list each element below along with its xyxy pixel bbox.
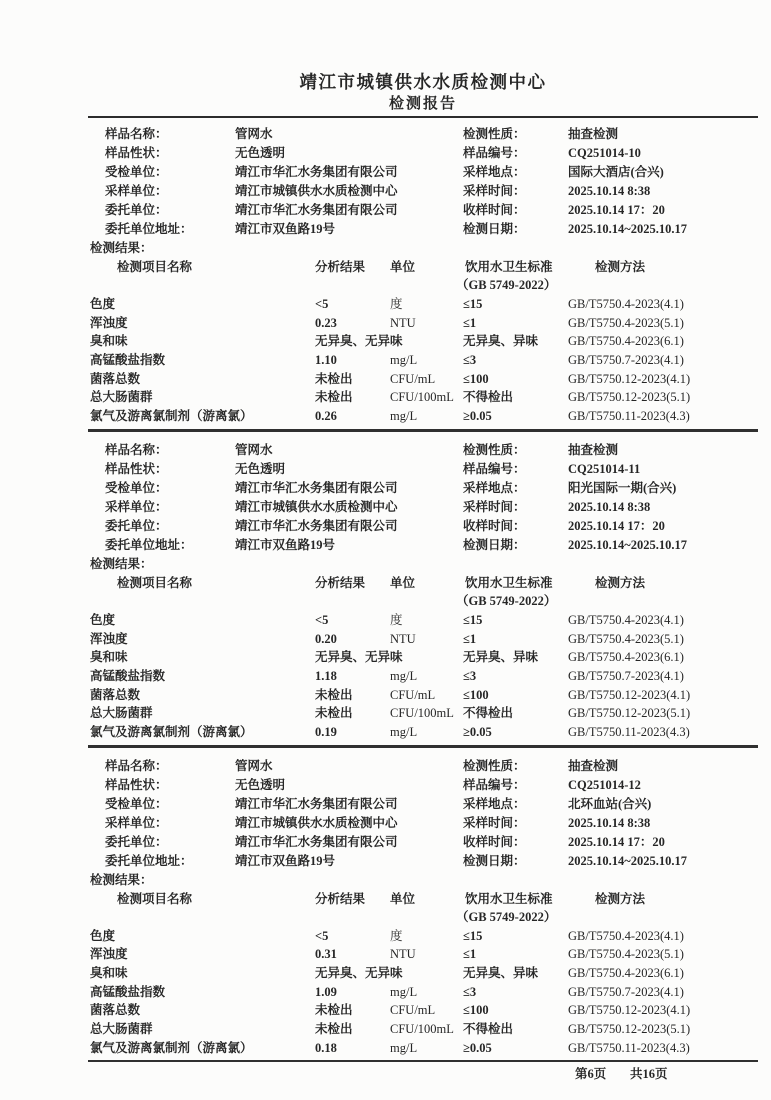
info-value: 靖江市华汇水务集团有限公司 <box>235 796 398 811</box>
info-label: 采样时间： <box>463 184 526 198</box>
info-row <box>88 163 758 182</box>
info-label: 检测性质： <box>463 758 526 773</box>
cell-parameter: 菌落总数 <box>90 371 141 386</box>
cell-standard: ≤15 <box>463 612 483 627</box>
cell-standard: ≤3 <box>463 353 477 368</box>
table-row <box>88 295 758 314</box>
info-label: 收样时间： <box>463 834 526 849</box>
info-value: 靖江市城镇供水水质检测中心 <box>235 815 398 830</box>
cell-standard: 不得检出 <box>463 390 514 405</box>
info-label: 受检单位： <box>105 480 168 495</box>
cell-standard: ≤15 <box>463 928 483 943</box>
info-row <box>88 795 758 814</box>
info-value: 阳光国际一期(合兴) <box>568 480 677 495</box>
info-label: 样品名称： <box>105 442 168 457</box>
info-row <box>88 182 758 201</box>
cell-result: 0.19 <box>315 724 337 739</box>
cell-method: GB/T5750.7-2023(4.1) <box>568 353 684 368</box>
cell-result: 0.18 <box>315 1040 337 1055</box>
report-content <box>88 0 758 1084</box>
info-label: 样品名称： <box>105 127 168 141</box>
table-row <box>88 1039 758 1058</box>
report-title: 检测报告 <box>388 96 457 112</box>
cell-unit: mg/L <box>390 353 418 368</box>
column-header-parameter: 检测项目名称 <box>117 575 193 590</box>
info-row <box>88 201 758 220</box>
info-value: 靖江市双鱼路19号 <box>235 537 336 552</box>
cell-result: 1.10 <box>315 353 337 368</box>
cell-unit: CFU/mL <box>390 687 436 702</box>
cell-standard: ≥0.05 <box>463 1040 492 1055</box>
info-value: CQ251014-10 <box>568 146 641 160</box>
cell-method: GB/T5750.4-2023(5.1) <box>568 947 684 962</box>
cell-method: GB/T5750.7-2023(4.1) <box>568 668 684 683</box>
cell-method: GB/T5750.12-2023(4.1) <box>568 371 691 386</box>
column-header-standard <box>456 258 556 294</box>
column-header-unit: 单位 <box>390 575 416 590</box>
cell-standard: 无异臭、异味 <box>463 334 539 349</box>
table-row <box>88 667 758 686</box>
info-row <box>88 757 758 776</box>
cell-parameter: 菌落总数 <box>90 1003 141 1018</box>
cell-unit: 度 <box>390 928 403 943</box>
column-header-standard <box>456 574 556 610</box>
column-header-unit: 单位 <box>390 260 416 274</box>
table-row <box>88 723 758 742</box>
cell-parameter: 臭和味 <box>90 650 128 665</box>
cell-standard: 不得检出 <box>463 1022 514 1037</box>
cell-parameter: 氯气及游离氯制剂（游离氯） <box>90 1040 253 1055</box>
cell-unit: 度 <box>390 612 403 627</box>
info-label: 样品编号： <box>463 461 526 476</box>
cell-parameter: 色度 <box>90 928 116 943</box>
standard-subtitle: （GB 5749-2022） <box>456 909 557 924</box>
info-label: 样品性状： <box>105 777 168 792</box>
sample-section-3 <box>88 750 758 1058</box>
cell-standard: 无异臭、异味 <box>463 966 539 980</box>
info-label: 样品性状： <box>105 146 168 160</box>
info-row <box>88 479 758 498</box>
column-header-result: 分析结果 <box>315 891 366 906</box>
info-label: 采样单位： <box>105 815 168 830</box>
cell-result: 未检出 <box>315 1003 353 1018</box>
cell-unit: mg/L <box>390 984 418 999</box>
info-label: 受检单位： <box>105 796 168 811</box>
info-value: 北环血站(合兴) <box>568 796 652 811</box>
cell-unit: mg/L <box>390 409 418 424</box>
info-row <box>88 144 758 163</box>
cell-result: 无异臭、无异味 <box>315 966 403 980</box>
column-header-method: 检测方法 <box>595 260 646 274</box>
cell-parameter: 氯气及游离氯制剂（游离氯） <box>90 409 253 424</box>
info-label: 采样地点： <box>463 165 526 179</box>
info-label: 收样时间： <box>463 203 526 217</box>
info-row <box>88 220 758 239</box>
info-label: 采样时间： <box>463 499 526 514</box>
table-row <box>88 351 758 370</box>
cell-standard: ≤100 <box>463 1003 489 1018</box>
info-value: 2025.10.14 17：20 <box>568 834 665 849</box>
cell-result: 0.23 <box>315 315 337 330</box>
info-value: 无色透明 <box>235 777 286 792</box>
cell-standard: ≤15 <box>463 297 483 311</box>
table-row <box>88 686 758 705</box>
info-value: 靖江市华汇水务集团有限公司 <box>235 518 398 533</box>
cell-unit: CFU/mL <box>390 371 436 386</box>
section-divider <box>88 429 758 432</box>
info-value: 无色透明 <box>235 146 286 160</box>
cell-result: <5 <box>315 612 329 627</box>
cell-result: 0.31 <box>315 947 337 962</box>
info-row <box>88 833 758 852</box>
info-value: 靖江市华汇水务集团有限公司 <box>235 480 398 495</box>
cell-result: 未检出 <box>315 1022 353 1037</box>
info-label: 采样单位： <box>105 184 168 198</box>
cell-result: 1.18 <box>315 668 337 683</box>
section-divider <box>88 745 758 748</box>
info-value: 2025.10.14~2025.10.17 <box>568 222 688 236</box>
info-value: CQ251014-12 <box>568 777 641 792</box>
cell-unit: CFU/100mL <box>390 390 454 405</box>
column-header-parameter: 检测项目名称 <box>117 891 193 906</box>
cell-parameter: 高锰酸盐指数 <box>90 984 166 999</box>
info-value: 2025.10.14~2025.10.17 <box>568 853 688 868</box>
table-header-row <box>88 258 758 295</box>
table-row <box>88 1020 758 1039</box>
cell-method: GB/T5750.4-2023(6.1) <box>568 966 684 980</box>
info-label: 样品编号： <box>463 146 526 160</box>
cell-unit: mg/L <box>390 668 418 683</box>
info-value: 靖江市双鱼路19号 <box>235 853 336 868</box>
results-heading: 检测结果： <box>90 872 153 887</box>
info-label: 检测日期： <box>463 222 526 236</box>
info-label: 委托单位地址： <box>105 222 193 236</box>
info-value: 抽查检测 <box>568 758 619 773</box>
table-header-row <box>88 890 758 927</box>
info-value: 2025.10.14~2025.10.17 <box>568 537 688 552</box>
info-label: 委托单位： <box>105 518 168 533</box>
cell-method: GB/T5750.4-2023(6.1) <box>568 650 684 665</box>
info-label: 检测性质： <box>463 442 526 457</box>
standard-subtitle: （GB 5749-2022） <box>456 278 557 292</box>
info-value: 管网水 <box>235 758 273 773</box>
cell-parameter: 菌落总数 <box>90 687 141 702</box>
cell-method: GB/T5750.4-2023(4.1) <box>568 928 684 943</box>
cell-method: GB/T5750.12-2023(4.1) <box>568 687 691 702</box>
cell-parameter: 色度 <box>90 297 116 311</box>
cell-standard: ≥0.05 <box>463 724 492 739</box>
info-label: 收样时间： <box>463 518 526 533</box>
table-row <box>88 314 758 333</box>
cell-unit: CFU/100mL <box>390 706 454 721</box>
cell-method: GB/T5750.4-2023(4.1) <box>568 612 684 627</box>
info-row <box>88 776 758 795</box>
cell-unit: NTU <box>390 315 416 330</box>
page-footer <box>88 1062 758 1084</box>
cell-result: <5 <box>315 928 329 943</box>
cell-unit: mg/L <box>390 724 418 739</box>
cell-unit: mg/L <box>390 1040 418 1055</box>
info-value: 2025.10.14 8:38 <box>568 184 651 198</box>
cell-standard: 不得检出 <box>463 706 514 721</box>
results-heading: 检测结果： <box>90 241 153 255</box>
cell-method: GB/T5750.11-2023(4.3) <box>568 724 690 739</box>
info-value: 管网水 <box>235 127 273 141</box>
cell-standard: ≥0.05 <box>463 409 492 424</box>
table-header-row <box>88 574 758 611</box>
cell-parameter: 总大肠菌群 <box>90 1022 153 1037</box>
info-label: 采样单位： <box>105 499 168 514</box>
info-label: 委托单位地址： <box>105 853 193 868</box>
info-label: 委托单位： <box>105 203 168 217</box>
info-label: 采样地点： <box>463 480 526 495</box>
info-row <box>88 460 758 479</box>
cell-parameter: 高锰酸盐指数 <box>90 353 166 368</box>
cell-method: GB/T5750.12-2023(4.1) <box>568 1003 691 1018</box>
cell-result: 1.09 <box>315 984 337 999</box>
table-row <box>88 611 758 630</box>
column-header-result: 分析结果 <box>315 575 366 590</box>
cell-method: GB/T5750.4-2023(6.1) <box>568 334 684 349</box>
cell-standard: ≤3 <box>463 668 477 683</box>
info-label: 委托单位地址： <box>105 537 193 552</box>
cell-method: GB/T5750.12-2023(5.1) <box>568 706 691 721</box>
sample-section-1 <box>88 118 758 426</box>
table-row <box>88 945 758 964</box>
info-label: 样品编号： <box>463 777 526 792</box>
cell-method: GB/T5750.4-2023(4.1) <box>568 297 684 311</box>
cell-parameter: 氯气及游离氯制剂（游离氯） <box>90 724 253 739</box>
cell-result: 无异臭、无异味 <box>315 334 403 349</box>
cell-method: GB/T5750.4-2023(5.1) <box>568 631 684 646</box>
cell-standard: ≤1 <box>463 947 477 962</box>
cell-parameter: 总大肠菌群 <box>90 706 153 721</box>
info-label: 委托单位： <box>105 834 168 849</box>
info-label: 采样时间： <box>463 815 526 830</box>
cell-parameter: 浑浊度 <box>90 631 128 646</box>
table-row <box>88 964 758 983</box>
cell-parameter: 浑浊度 <box>90 315 128 330</box>
info-value: 抽查检测 <box>568 127 619 141</box>
results-heading: 检测结果： <box>90 556 153 571</box>
cell-standard: ≤1 <box>463 631 477 646</box>
table-row <box>88 332 758 351</box>
cell-standard: ≤100 <box>463 687 489 702</box>
column-header-standard <box>456 890 556 926</box>
standard-title: 饮用水卫生标准 <box>465 891 553 906</box>
total-pages: 共16页 <box>630 1067 668 1082</box>
info-value: 靖江市城镇供水水质检测中心 <box>235 499 398 514</box>
info-label: 受检单位： <box>105 165 168 179</box>
table-row <box>88 407 758 426</box>
standard-subtitle: （GB 5749-2022） <box>456 593 557 608</box>
info-label: 检测日期： <box>463 853 526 868</box>
cell-unit: NTU <box>390 947 416 962</box>
organization-title: 靖江市城镇供水水质检测中心 <box>299 72 547 92</box>
info-value: 2025.10.14 8:38 <box>568 499 651 514</box>
info-label: 样品名称： <box>105 758 168 773</box>
table-row <box>88 630 758 649</box>
info-row <box>88 814 758 833</box>
table-row <box>88 370 758 389</box>
table-row <box>88 388 758 407</box>
info-value: 靖江市双鱼路19号 <box>235 222 336 236</box>
info-row <box>88 517 758 536</box>
cell-parameter: 总大肠菌群 <box>90 390 153 405</box>
cell-result: <5 <box>315 297 329 311</box>
info-value: 靖江市华汇水务集团有限公司 <box>235 165 398 179</box>
info-value: 靖江市华汇水务集团有限公司 <box>235 203 398 217</box>
column-header-method: 检测方法 <box>595 575 646 590</box>
column-header-unit: 单位 <box>390 891 416 906</box>
info-label: 采样地点： <box>463 796 526 811</box>
info-label: 样品性状： <box>105 461 168 476</box>
cell-standard: ≤3 <box>463 984 477 999</box>
info-label: 检测日期： <box>463 537 526 552</box>
info-value: 抽查检测 <box>568 442 619 457</box>
cell-unit: NTU <box>390 631 416 646</box>
cell-result: 0.20 <box>315 631 337 646</box>
table-row <box>88 927 758 946</box>
cell-unit: CFU/mL <box>390 1003 436 1018</box>
info-value: 2025.10.14 8:38 <box>568 815 651 830</box>
standard-title: 饮用水卫生标准 <box>465 575 553 590</box>
table-row <box>88 1001 758 1020</box>
table-row <box>88 648 758 667</box>
table-row <box>88 983 758 1002</box>
info-value: 靖江市城镇供水水质检测中心 <box>235 184 398 198</box>
column-header-result: 分析结果 <box>315 260 366 274</box>
cell-result: 未检出 <box>315 687 353 702</box>
info-row <box>88 498 758 517</box>
cell-parameter: 浑浊度 <box>90 947 128 962</box>
sample-section-2 <box>88 434 758 742</box>
cell-standard: 无异臭、异味 <box>463 650 539 665</box>
cell-method: GB/T5750.12-2023(5.1) <box>568 1022 691 1037</box>
cell-method: GB/T5750.11-2023(4.3) <box>568 1040 690 1055</box>
info-value: 靖江市华汇水务集团有限公司 <box>235 834 398 849</box>
info-row <box>88 852 758 871</box>
info-row <box>88 441 758 460</box>
info-value: 2025.10.14 17：20 <box>568 518 665 533</box>
column-header-parameter: 检测项目名称 <box>117 260 193 274</box>
cell-method: GB/T5750.4-2023(5.1) <box>568 315 684 330</box>
cell-method: GB/T5750.11-2023(4.3) <box>568 409 690 424</box>
info-row <box>88 536 758 555</box>
cell-parameter: 高锰酸盐指数 <box>90 668 166 683</box>
cell-method: GB/T5750.7-2023(4.1) <box>568 984 684 999</box>
cell-result: 0.26 <box>315 409 337 424</box>
cell-standard: ≤1 <box>463 315 477 330</box>
cell-result: 未检出 <box>315 706 353 721</box>
info-row <box>88 125 758 144</box>
standard-title: 饮用水卫生标准 <box>465 260 553 274</box>
column-header-method: 检测方法 <box>595 891 646 906</box>
cell-parameter: 臭和味 <box>90 334 128 349</box>
cell-result: 未检出 <box>315 390 353 405</box>
info-value: 国际大酒店(合兴) <box>568 165 664 179</box>
cell-parameter: 臭和味 <box>90 966 128 980</box>
cell-method: GB/T5750.12-2023(5.1) <box>568 390 691 405</box>
table-row <box>88 704 758 723</box>
info-value: 2025.10.14 17：20 <box>568 203 665 217</box>
cell-parameter: 色度 <box>90 612 116 627</box>
cell-unit: CFU/100mL <box>390 1022 454 1037</box>
cell-result: 未检出 <box>315 371 353 386</box>
cell-result: 无异臭、无异味 <box>315 650 403 665</box>
info-label: 检测性质： <box>463 127 526 141</box>
cell-unit: 度 <box>390 297 403 311</box>
info-value: 无色透明 <box>235 461 286 476</box>
page-number: 第6页 <box>575 1067 607 1082</box>
info-value: CQ251014-11 <box>568 461 641 476</box>
info-value: 管网水 <box>235 442 273 457</box>
cell-standard: ≤100 <box>463 371 489 386</box>
